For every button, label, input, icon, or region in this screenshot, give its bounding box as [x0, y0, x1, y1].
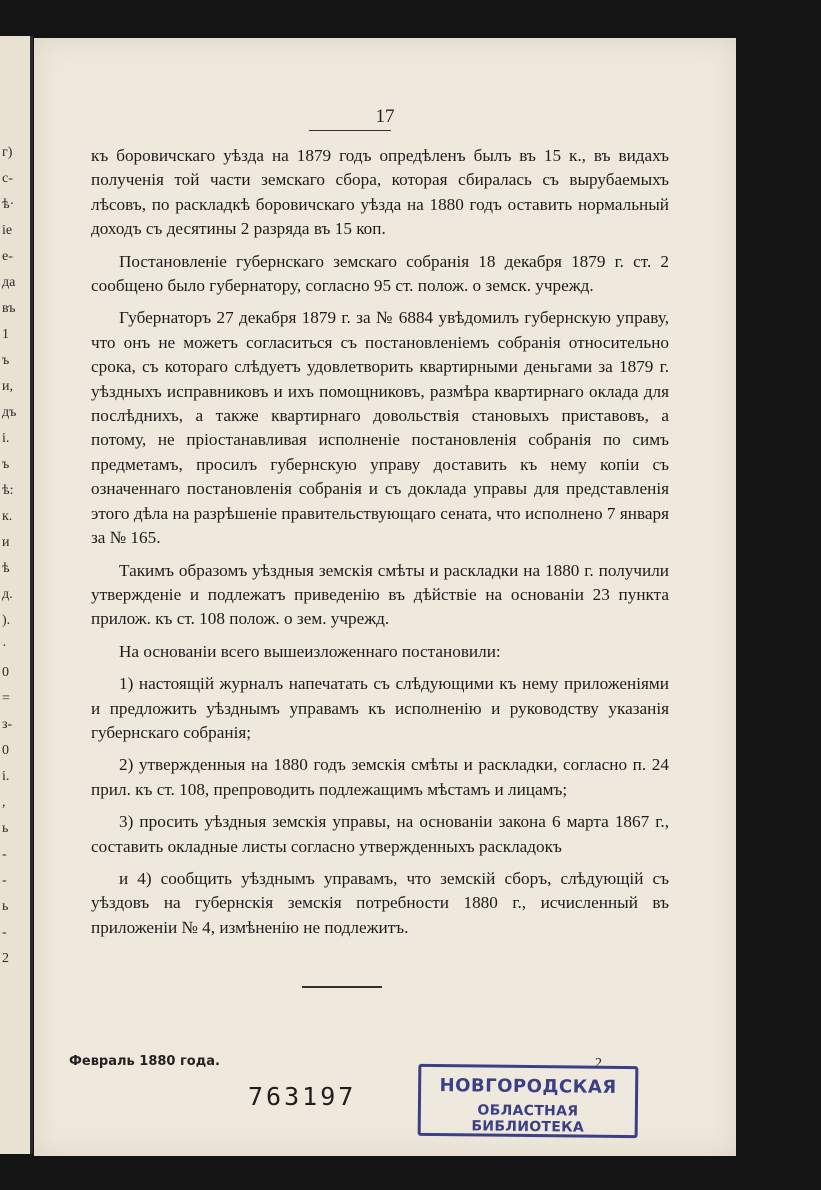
- paragraph-governor: Губернаторъ 27 декабря 1879 г. за № 6884 увѣдомилъ губернскую управу, что онъ не можетъ согласиться съ постановленіемъ собранія относительно срока, съ котораго слѣдуетъ удовлетворить квартирными деньгами за 1879 г. уѣздныхъ исправниковъ и ихъ помощниковъ, размѣра квартирнаго оклада для послѣднихъ, а также квартирнаго довольствія становыхъ приставовъ, а потому, не пріостанавливая исполненіе постановленія собранія по симъ предметамъ, просилъ губернскую управу доставить къ нему копіи съ означеннаго постановленія собранія и съ доклада управы для представленія этого дѣла на разрѣшеніе правительствующаго сената, что исполнено 7 января за № 165.: [91, 308, 669, 548]
- left-page-fragment: ъ: [2, 353, 10, 368]
- left-page-fragment: 0: [2, 743, 9, 758]
- left-page-fragment: 2: [2, 951, 9, 966]
- left-page-fragment: ѣ:: [2, 483, 14, 498]
- left-page-edge: [0, 36, 33, 1154]
- left-page-fragment: ъ: [2, 457, 10, 472]
- paragraph-resolution: Постановленіе губернскаго земскаго собранія 18 декабря 1879 г. ст. 2 сообщено было губернатору, согласно 95 ст. полож. о земск. учрежд.: [91, 251, 669, 296]
- page-number: 17: [375, 106, 395, 127]
- paragraph-continuation: къ боровичскаго уѣзда на 1879 годъ опредѣленъ былъ въ 15 к., въ видахъ полученія той части земскаго сбора, которая сбиралась съ вырубаемыхъ лѣсовъ, по раскладкѣ боровичскаго уѣзда на 1880 годъ оставить нормальный доходъ съ десятины 2 разряда въ 15 коп.: [91, 146, 669, 239]
- left-page-fragment: 0: [2, 665, 9, 680]
- end-rule: [302, 986, 382, 988]
- signature-mark: 2: [595, 1056, 602, 1071]
- left-page-fragment: ·: [2, 639, 7, 654]
- left-page-fragment: ѣ: [2, 561, 10, 576]
- stamp-line-1: НОВГОРОДСКАЯ: [439, 1075, 617, 1098]
- item-4: и 4) сообщить уѣзднымъ управамъ, что земскій сборъ, слѣдующій съ уѣздовъ на губернскія земскія потребности 1880 г., исчисленный въ приложеніи № 4, измѣненію не подлежитъ.: [91, 868, 669, 937]
- left-page-fragment: и: [2, 535, 10, 550]
- left-page-fragment: і.: [2, 769, 10, 784]
- left-page-fragment: г): [2, 145, 13, 160]
- library-stamp: [418, 1064, 639, 1138]
- left-page-fragment: ѣ·: [2, 197, 15, 212]
- stamp-line-2: ОБЛАСТНАЯ БИБЛИОТЕКА: [471, 1102, 585, 1136]
- left-page-fragment: к.: [2, 509, 13, 524]
- left-page-fragment: въ: [2, 301, 16, 316]
- item-1: 1) настоящій журналъ напечатать съ слѣдующими къ нему приложеніями и предложить уѣзднымъ управамъ къ исполненію и руководству указанія губернскаго собранія;: [91, 674, 669, 742]
- page-number-rule: [309, 130, 391, 131]
- left-page-fragment: іе: [2, 223, 13, 238]
- left-page-fragment: -: [2, 847, 7, 862]
- left-page-fragment: ).: [2, 613, 11, 628]
- footer-date: Февраль 1880 года.: [69, 1054, 220, 1069]
- inventory-number: 763197: [248, 1082, 357, 1111]
- left-page-fragment: да: [2, 275, 16, 290]
- left-page-fragment: и,: [2, 379, 13, 394]
- left-page-fragment: 1: [2, 327, 9, 342]
- left-page-fragment: с-: [2, 171, 13, 186]
- paragraph-approval: Такимъ образомъ уѣздныя земскія смѣты и раскладки на 1880 г. получили утвержденіе и подлежатъ приведенію въ дѣйствіе на основаніи 23 пункта прилож. къ ст. 108 полож. о зем. учрежд.: [91, 560, 669, 629]
- left-page-fragment: з-: [2, 717, 13, 732]
- left-page-fragment: -: [2, 925, 7, 940]
- left-page-fragment: ь: [2, 899, 9, 914]
- left-page-fragment: =: [2, 691, 10, 706]
- body-text: [91, 144, 669, 948]
- left-page-fragment: -: [2, 873, 7, 888]
- left-page-fragment: ь: [2, 821, 9, 836]
- item-2: 2) утвержденныя на 1880 годъ земскія смѣты и раскладки, согласно п. 24 прил. къ ст. 108, препроводить подлежащимъ мѣстамъ и лицамъ;: [91, 755, 669, 799]
- item-3: 3) просить уѣздныя земскія управы, на основаніи закона 6 марта 1867 г., составить окладные листы согласно утвержденныхъ раскладокъ: [91, 812, 669, 856]
- document-page: [34, 38, 736, 1156]
- left-page-fragment: е-: [2, 249, 13, 264]
- left-page-fragment: ,: [2, 795, 6, 810]
- paragraph-decided: На основаніи всего вышеизложеннаго постановили:: [119, 641, 501, 661]
- left-page-fragment: і.: [2, 431, 10, 446]
- left-page-fragment: дъ: [2, 405, 17, 420]
- left-page-fragment: д.: [2, 587, 13, 602]
